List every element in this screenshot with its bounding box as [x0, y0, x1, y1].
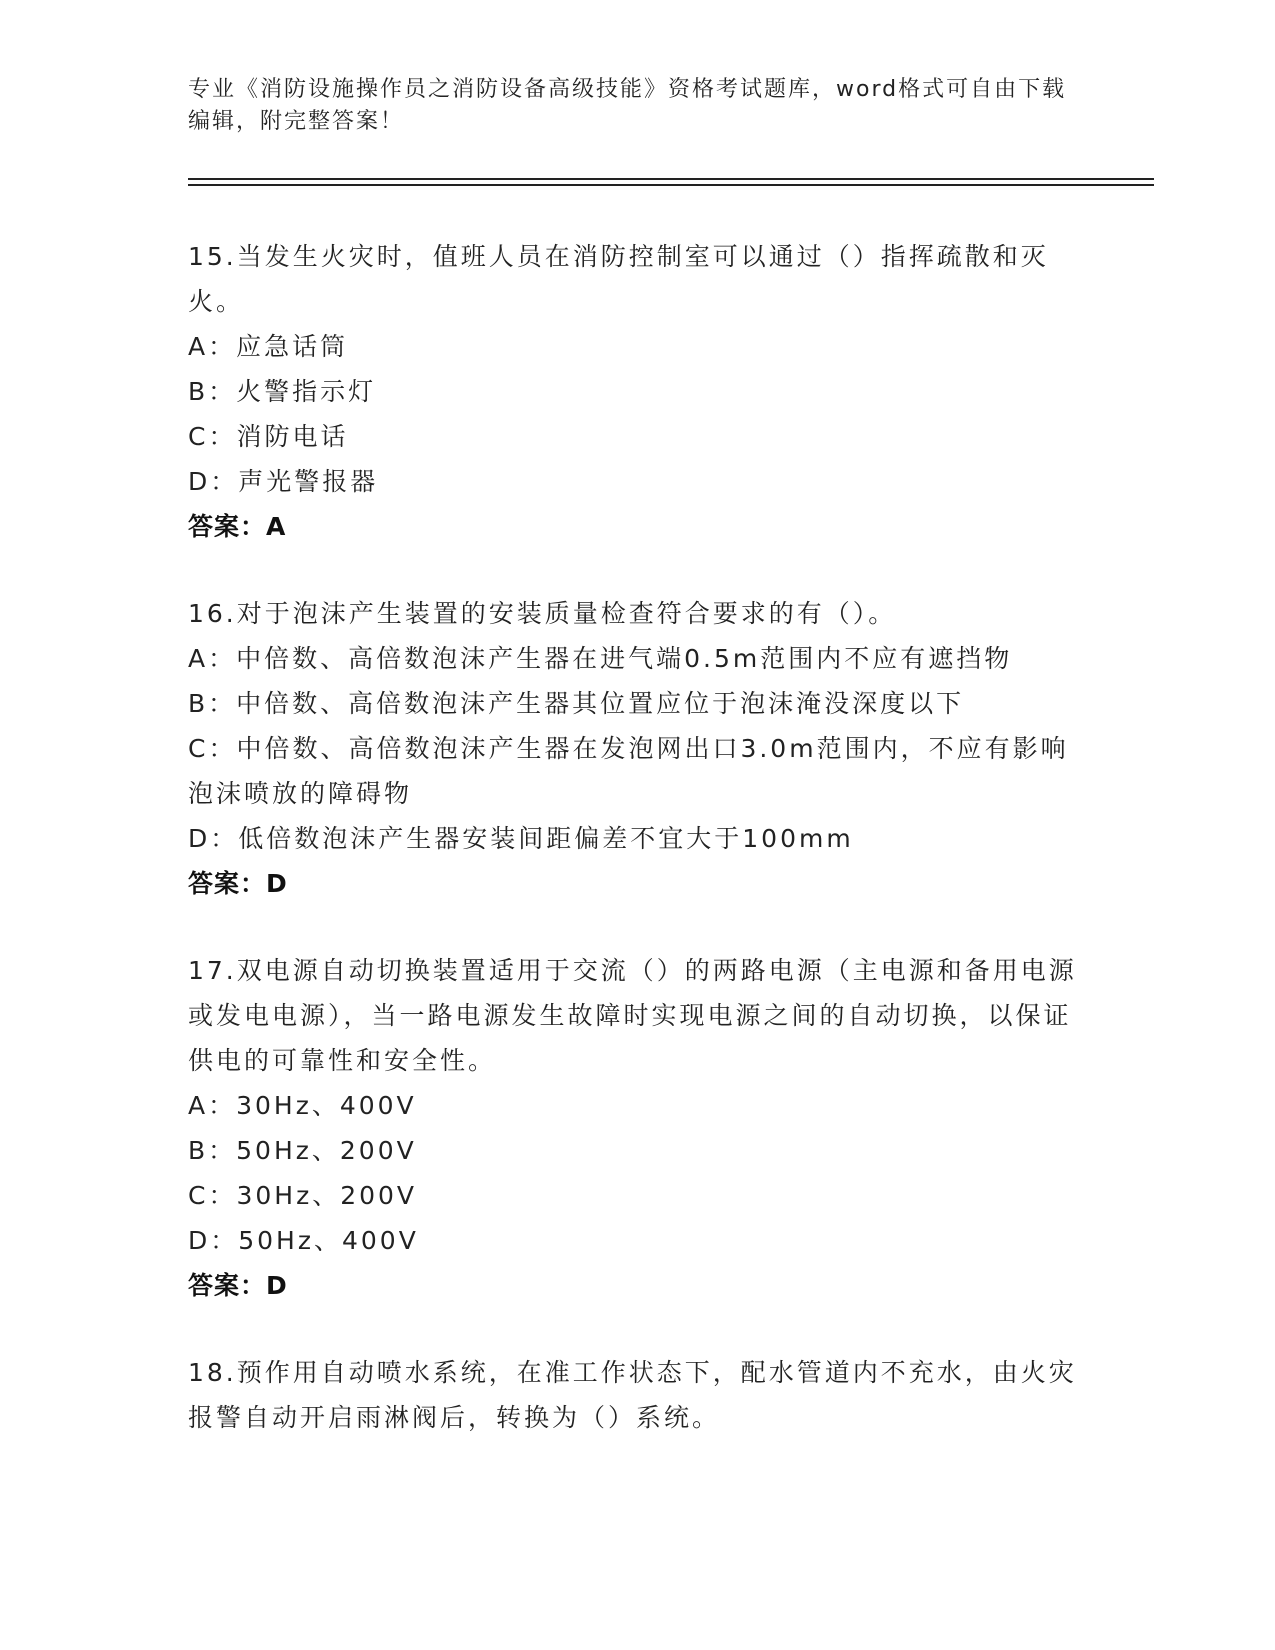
document-header: 专业《消防设施操作员之消防设备高级技能》资格考试题库，word格式可自由下载编辑，附完整答案！ — [188, 77, 1067, 134]
answer-label: 答案：A — [188, 512, 287, 541]
option-c: C：中倍数、高倍数泡沫产生器在发泡网出口3.0m范围内，不应有影响泡沫喷放的障碍物 — [188, 734, 1069, 808]
question-16 — [188, 591, 1088, 906]
option-b: B：火警指示灯 — [188, 377, 377, 406]
option-a: A：30Hz、400V — [188, 1091, 417, 1120]
header-divider-bottom — [188, 184, 1154, 186]
option-d: D：50Hz、400V — [188, 1226, 419, 1255]
question-stem: 15.当发生火灾时，值班人员在消防控制室可以通过（）指挥疏散和灭火。 — [188, 242, 1049, 316]
question-stem: 16.对于泡沫产生装置的安装质量检查符合要求的有（）。 — [188, 599, 897, 628]
header-divider-top — [188, 178, 1154, 180]
option-c: C：30Hz、200V — [188, 1181, 418, 1210]
question-stem: 18.预作用自动喷水系统，在准工作状态下，配水管道内不充水，由火灾报警自动开启雨淋阀后，转换为（）系统。 — [188, 1358, 1077, 1432]
question-15 — [188, 234, 1088, 549]
answer-label: 答案：D — [188, 1271, 288, 1300]
option-a: A：中倍数、高倍数泡沫产生器在进气端0.5m范围内不应有遮挡物 — [188, 644, 1013, 673]
option-d: D：低倍数泡沫产生器安装间距偏差不宜大于100mm — [188, 824, 854, 853]
question-17 — [188, 948, 1088, 1308]
option-b: B：中倍数、高倍数泡沫产生器其位置应位于泡沫淹没深度以下 — [188, 689, 965, 718]
answer-label: 答案：D — [188, 869, 288, 898]
question-list — [188, 234, 1088, 1482]
option-d: D：声光警报器 — [188, 467, 379, 496]
option-b: B：50Hz、200V — [188, 1136, 417, 1165]
question-stem: 17.双电源自动切换装置适用于交流（）的两路电源（主电源和备用电源或发电电源），当一路电源发生故障时实现电源之间的自动切换，以保证供电的可靠性和安全性。 — [188, 956, 1077, 1075]
option-a: A：应急话筒 — [188, 332, 349, 361]
option-c: C：消防电话 — [188, 422, 349, 451]
question-18 — [188, 1350, 1088, 1440]
